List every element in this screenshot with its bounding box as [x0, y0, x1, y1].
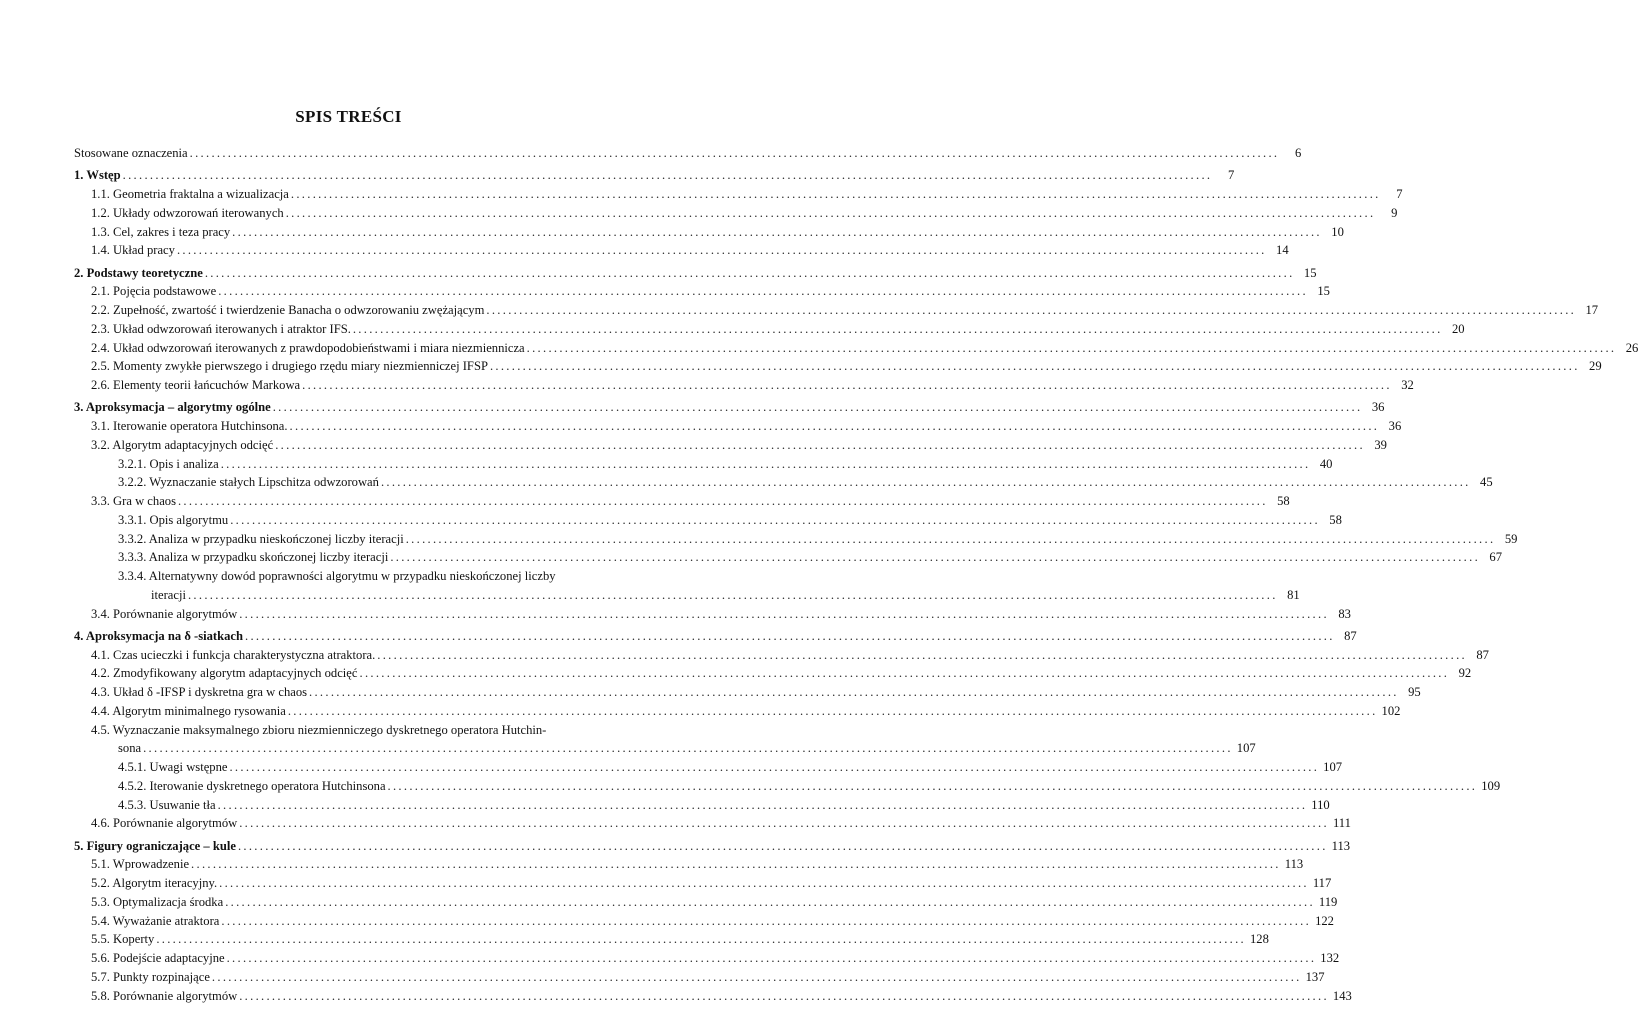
toc-chapter-2[interactable]: [74, 264, 1317, 283]
dot-leader: ........................................................................................................................................................................................................: [187, 587, 1278, 602]
toc-section[interactable]: [74, 357, 1602, 376]
dot-leader: ........................................................................................................................................................................................................: [405, 531, 1496, 546]
toc-section[interactable]: [74, 987, 1352, 1006]
dot-leader: ........................................................................................................................................................................................................: [177, 494, 1268, 508]
toc-section-label: 5.2. Algorytm iteracyjny.: [91, 876, 218, 890]
toc-subsection-label: 3.2.1. Opis i analiza: [118, 456, 219, 471]
toc-section[interactable]: [74, 605, 1351, 624]
toc-section-label: 4.3. Układ δ -IFSP i dyskretna gra w chaos: [91, 685, 308, 699]
toc-page-number: 6: [1295, 146, 1302, 160]
toc-page-number: 122: [1315, 913, 1334, 928]
dot-leader: ........................................................................................................................................................................................................: [176, 243, 1267, 258]
toc-subsection-label: 3.3.4. Alternatywny dowód poprawności algorytmu w przypadku nieskończonej liczby: [118, 569, 556, 583]
toc-page-number: 113: [1284, 857, 1304, 872]
toc-section[interactable]: [74, 185, 1403, 204]
toc-chapter-label: 4. Aproksymacja na δ -siatkach: [74, 628, 243, 643]
dot-leader: ........................................................................................................................................................................................................: [237, 838, 1328, 853]
toc-section-label: 2.1. Pojęcia podstawowe: [91, 284, 217, 299]
toc-chapter-3[interactable]: [74, 398, 1385, 417]
table-of-contents: [74, 144, 1638, 1005]
dot-leader: ........................................................................................................................................................................................................: [218, 284, 1308, 299]
dot-leader: ........................................................................................................................................................................................................: [380, 475, 1471, 490]
toc-page-number: 143: [1332, 988, 1352, 1003]
toc-section-label: 4.2. Zmodyfikowany algorytm adaptacyjnych odcięć: [91, 666, 358, 681]
toc-page-number: 117: [1312, 876, 1332, 890]
dot-leader: ........................................................................................................................................................................................................: [272, 400, 1363, 415]
toc-page-number: 132: [1320, 951, 1340, 965]
toc-page-number: 15: [1303, 265, 1317, 280]
dot-leader: ........................................................................................................................................................................................................: [486, 303, 1577, 317]
toc-section[interactable]: [74, 204, 1398, 223]
dot-leader: ........................................................................................................................................................................................................: [143, 741, 1233, 756]
toc-subsection[interactable]: [74, 548, 1503, 567]
toc-section[interactable]: [74, 893, 1338, 912]
toc-section-label: 2.5. Momenty zwykłe pierwszego i drugiego rzędu miary niezmienniczej IFSP: [91, 359, 488, 374]
toc-chapter-5[interactable]: [74, 837, 1351, 856]
toc-subsection-label-continuation: iteracji: [151, 587, 186, 602]
dot-leader: ........................................................................................................................................................................................................: [285, 205, 1376, 220]
dot-leader: ........................................................................................................................................................................................................: [229, 760, 1320, 774]
dot-leader: ........................................................................................................................................................................................................: [390, 550, 1481, 565]
toc-page-number: 58: [1277, 494, 1290, 508]
toc-page-number: 137: [1305, 969, 1325, 984]
toc-section[interactable]: [74, 241, 1289, 260]
toc-subsection[interactable]: [74, 530, 1518, 549]
dot-leader: ........................................................................................................................................................................................................: [230, 512, 1320, 527]
dot-leader: ........................................................................................................................................................................................................: [377, 647, 1467, 662]
toc-page-number: 58: [1329, 512, 1342, 527]
toc-section[interactable]: [74, 646, 1489, 665]
toc-subsection-label: 4.5.2. Iterowanie dyskretnego operatora Hutchinsona: [118, 778, 386, 793]
toc-page-number: 39: [1374, 437, 1387, 452]
toc-page-number: 15: [1317, 284, 1330, 299]
toc-section-label: 1.4. Układ pracy: [91, 243, 175, 258]
toc-page-number: 20: [1451, 321, 1465, 336]
toc-section[interactable]: [74, 874, 1332, 893]
toc-subsection[interactable]: [74, 796, 1330, 815]
dot-leader: ........................................................................................................................................................................................................: [359, 666, 1450, 681]
dot-leader: ........................................................................................................................................................................................................: [239, 816, 1329, 831]
toc-page-number: 36: [1371, 400, 1385, 415]
toc-page-number: 83: [1338, 606, 1351, 621]
toc-chapter-label: 1. Wstęp: [74, 168, 121, 183]
toc-page-number: 95: [1408, 685, 1421, 699]
toc-section-label: 5.5. Koperty: [91, 932, 155, 947]
toc-section[interactable]: [74, 683, 1421, 702]
toc-section-label: 5.3. Optymalizacja środka: [91, 894, 224, 909]
toc-page-number: 87: [1476, 647, 1489, 662]
toc-page-number: 110: [1311, 797, 1330, 812]
toc-section[interactable]: [74, 664, 1472, 683]
toc-page-number: 119: [1318, 894, 1338, 909]
toc-section-label-continuation: sona: [118, 741, 142, 756]
toc-page-number: 14: [1276, 243, 1289, 258]
toc-section[interactable]: [74, 930, 1269, 949]
dot-leader: ........................................................................................................................................................................................................: [387, 778, 1478, 793]
dot-leader: ........................................................................................................................................................................................................: [275, 437, 1365, 452]
toc-section-label: 4.6. Porównanie algorytmów: [91, 816, 238, 831]
toc-section[interactable]: [74, 912, 1334, 931]
toc-section-label: 5.6. Podejście adaptacyjne: [91, 951, 225, 965]
toc-subsection-label: 3.3.2. Analiza w przypadku nieskończonej liczby iteracji: [118, 531, 404, 546]
toc-section[interactable]: [74, 492, 1290, 511]
toc-section[interactable]: [74, 339, 1638, 358]
toc-page-number: 109: [1481, 778, 1501, 793]
dot-leader: ........................................................................................................................................................................................................: [156, 932, 1246, 947]
toc-subsection[interactable]: [74, 777, 1501, 796]
toc-subsection-label: 4.5.3. Usuwanie tła: [118, 797, 216, 812]
dot-leader: ........................................................................................................................................................................................................: [289, 419, 1380, 433]
toc-section[interactable]: [74, 320, 1465, 339]
toc-subsection-label: 4.5.1. Uwagi wstępne: [118, 760, 228, 774]
toc-page-number: 7: [1228, 168, 1235, 183]
toc-subsection-label: 3.2.2. Wyznaczanie stałych Lipschitza odwzorowań: [118, 475, 379, 490]
toc-page-number: 17: [1585, 303, 1599, 317]
toc-section[interactable]: [74, 949, 1340, 968]
toc-subsection-label: 3.3.1. Opis algorytmu: [118, 512, 229, 527]
toc-subsection[interactable]: [74, 758, 1343, 777]
dot-leader: ........................................................................................................................................................................................................: [232, 224, 1322, 239]
toc-section-label: 4.4. Algorytm minimalnego rysowania: [91, 703, 286, 718]
dot-leader: ........................................................................................................................................................................................................: [489, 359, 1580, 374]
toc-section-label: 2.4. Układ odwzorowań iterowanych z prawdopodobieństwami i miara niezmiennicza: [91, 340, 525, 355]
toc-section[interactable]: [74, 855, 1304, 874]
toc-entry-stosowane-oznaczenia[interactable]: [74, 144, 1302, 163]
toc-page-number: 29: [1589, 359, 1602, 374]
toc-page-number: 81: [1287, 587, 1300, 602]
toc-page-number: 102: [1381, 703, 1401, 718]
toc-section-label: 1.2. Układy odwzorowań iterowanych: [91, 205, 284, 220]
dot-leader: ........................................................................................................................................................................................................: [217, 797, 1308, 812]
toc-page-number: 32: [1401, 378, 1414, 392]
toc-section-multiline[interactable]: [74, 721, 1256, 759]
toc-section-label: 5.8. Porównanie algorytmów: [91, 988, 238, 1003]
toc-section-label: 3.4. Porównanie algorytmów: [91, 606, 238, 621]
toc-page-number: 87: [1344, 628, 1357, 643]
dot-leader: ........................................................................................................................................................................................................: [220, 456, 1311, 471]
dot-leader: ........................................................................................................................................................................................................: [309, 685, 1399, 699]
toc-page-number: 59: [1504, 531, 1518, 546]
toc-page-number: 107: [1236, 741, 1256, 756]
toc-section-label: 5.4. Wyważanie atraktora: [91, 913, 220, 928]
dot-leader: ........................................................................................................................................................................................................: [122, 168, 1213, 183]
toc-chapter-label: 2. Podstawy teoretyczne: [74, 265, 203, 280]
dot-leader: ........................................................................................................................................................................................................: [239, 606, 1329, 621]
toc-section-label: 1.3. Cel, zakres i teza pracy: [91, 224, 231, 239]
toc-page-number: 7: [1396, 187, 1403, 201]
toc-section[interactable]: [74, 814, 1351, 833]
toc-section[interactable]: [74, 223, 1344, 242]
toc-chapter-4[interactable]: [74, 627, 1357, 646]
dot-leader: ........................................................................................................................................................................................................: [221, 913, 1312, 928]
dot-leader: ........................................................................................................................................................................................................: [239, 988, 1329, 1003]
dot-leader: ........................................................................................................................................................................................................: [191, 857, 1281, 872]
toc-page-number: 92: [1458, 666, 1472, 681]
toc-section[interactable]: [74, 417, 1402, 436]
toc-section-label: 4.1. Czas ucieczki i funkcja charakterystyczna atraktora.: [91, 647, 376, 662]
dot-leader: ........................................................................................................................................................................................................: [287, 703, 1378, 718]
dot-leader: ........................................................................................................................................................................................................: [245, 628, 1335, 643]
toc-page-number: 128: [1250, 932, 1269, 947]
dot-leader: ........................................................................................................................................................................................................: [211, 969, 1302, 984]
toc-section[interactable]: [74, 702, 1401, 721]
toc-section-label: 3.3. Gra w chaos: [91, 494, 176, 508]
toc-entry-label: Stosowane oznaczenia: [74, 146, 188, 160]
toc-section-label: 5.1. Wprowadzenie: [91, 857, 190, 872]
toc-subsection[interactable]: [74, 455, 1333, 474]
toc-page-number: 26: [1625, 340, 1638, 355]
toc-page-number: 113: [1331, 838, 1351, 853]
toc-subsection[interactable]: [74, 511, 1342, 530]
toc-page-number: 45: [1480, 475, 1493, 490]
dot-leader: ........................................................................................................................................................................................................: [302, 378, 1392, 392]
toc-page-number: 107: [1323, 760, 1343, 774]
toc-section-label: 3.2. Algorytm adaptacyjnych odcięć: [91, 437, 274, 452]
toc-section-label: 2.6. Elementy teorii łańcuchów Markowa: [91, 378, 301, 392]
toc-page-number: 40: [1319, 456, 1333, 471]
toc-section-label: 5.7. Punkty rozpinające: [91, 969, 210, 984]
toc-section[interactable]: [74, 376, 1414, 395]
toc-subsection-multiline[interactable]: [74, 567, 1300, 605]
toc-section[interactable]: [74, 301, 1599, 320]
toc-section-label: 3.1. Iterowanie operatora Hutchinsona.: [91, 419, 288, 433]
toc-subsection[interactable]: [74, 473, 1493, 492]
page-title: SPIS TREŚCI: [295, 107, 402, 126]
toc-section-label: 2.2. Zupełność, zwartość i twierdzenie Banacha o odwzorowaniu zwężającym: [91, 303, 485, 317]
toc-section[interactable]: [74, 436, 1387, 455]
dot-leader: ........................................................................................................................................................................................................: [290, 187, 1381, 201]
toc-subsection-label: 3.3.3. Analiza w przypadku skończonej liczby iteracji: [118, 550, 389, 565]
toc-chapter-label: 3. Aproksymacja – algorytmy ogólne: [74, 400, 271, 415]
dot-leader: ........................................................................................................................................................................................................: [204, 265, 1295, 280]
toc-page-number: 111: [1332, 816, 1351, 831]
toc-section[interactable]: [74, 968, 1325, 987]
toc-section[interactable]: [74, 282, 1330, 301]
dot-leader: ........................................................................................................................................................................................................: [219, 876, 1309, 890]
toc-page-number: 9: [1391, 205, 1398, 220]
dot-leader: ........................................................................................................................................................................................................: [189, 146, 1280, 160]
dot-leader: ........................................................................................................................................................................................................: [352, 321, 1443, 336]
toc-chapter-1[interactable]: [74, 166, 1235, 185]
toc-page-number: 67: [1489, 550, 1503, 565]
toc-section-label: 1.1. Geometria fraktalna a wizualizacja: [91, 187, 289, 201]
toc-section-label: 4.5. Wyznaczanie maksymalnego zbioru niezmienniczego dyskretnego operatora Hutchin-: [91, 722, 547, 737]
dot-leader: ........................................................................................................................................................................................................: [526, 340, 1617, 355]
toc-page-number: 36: [1388, 419, 1402, 433]
dot-leader: ........................................................................................................................................................................................................: [225, 894, 1315, 909]
toc-chapter-label: 5. Figury ograniczające – kule: [74, 838, 236, 853]
toc-page-number: 10: [1331, 224, 1344, 239]
toc-section-label: 2.3. Układ odwzorowań iterowanych i atraktor IFS.: [91, 321, 351, 336]
dot-leader: ........................................................................................................................................................................................................: [226, 951, 1317, 965]
